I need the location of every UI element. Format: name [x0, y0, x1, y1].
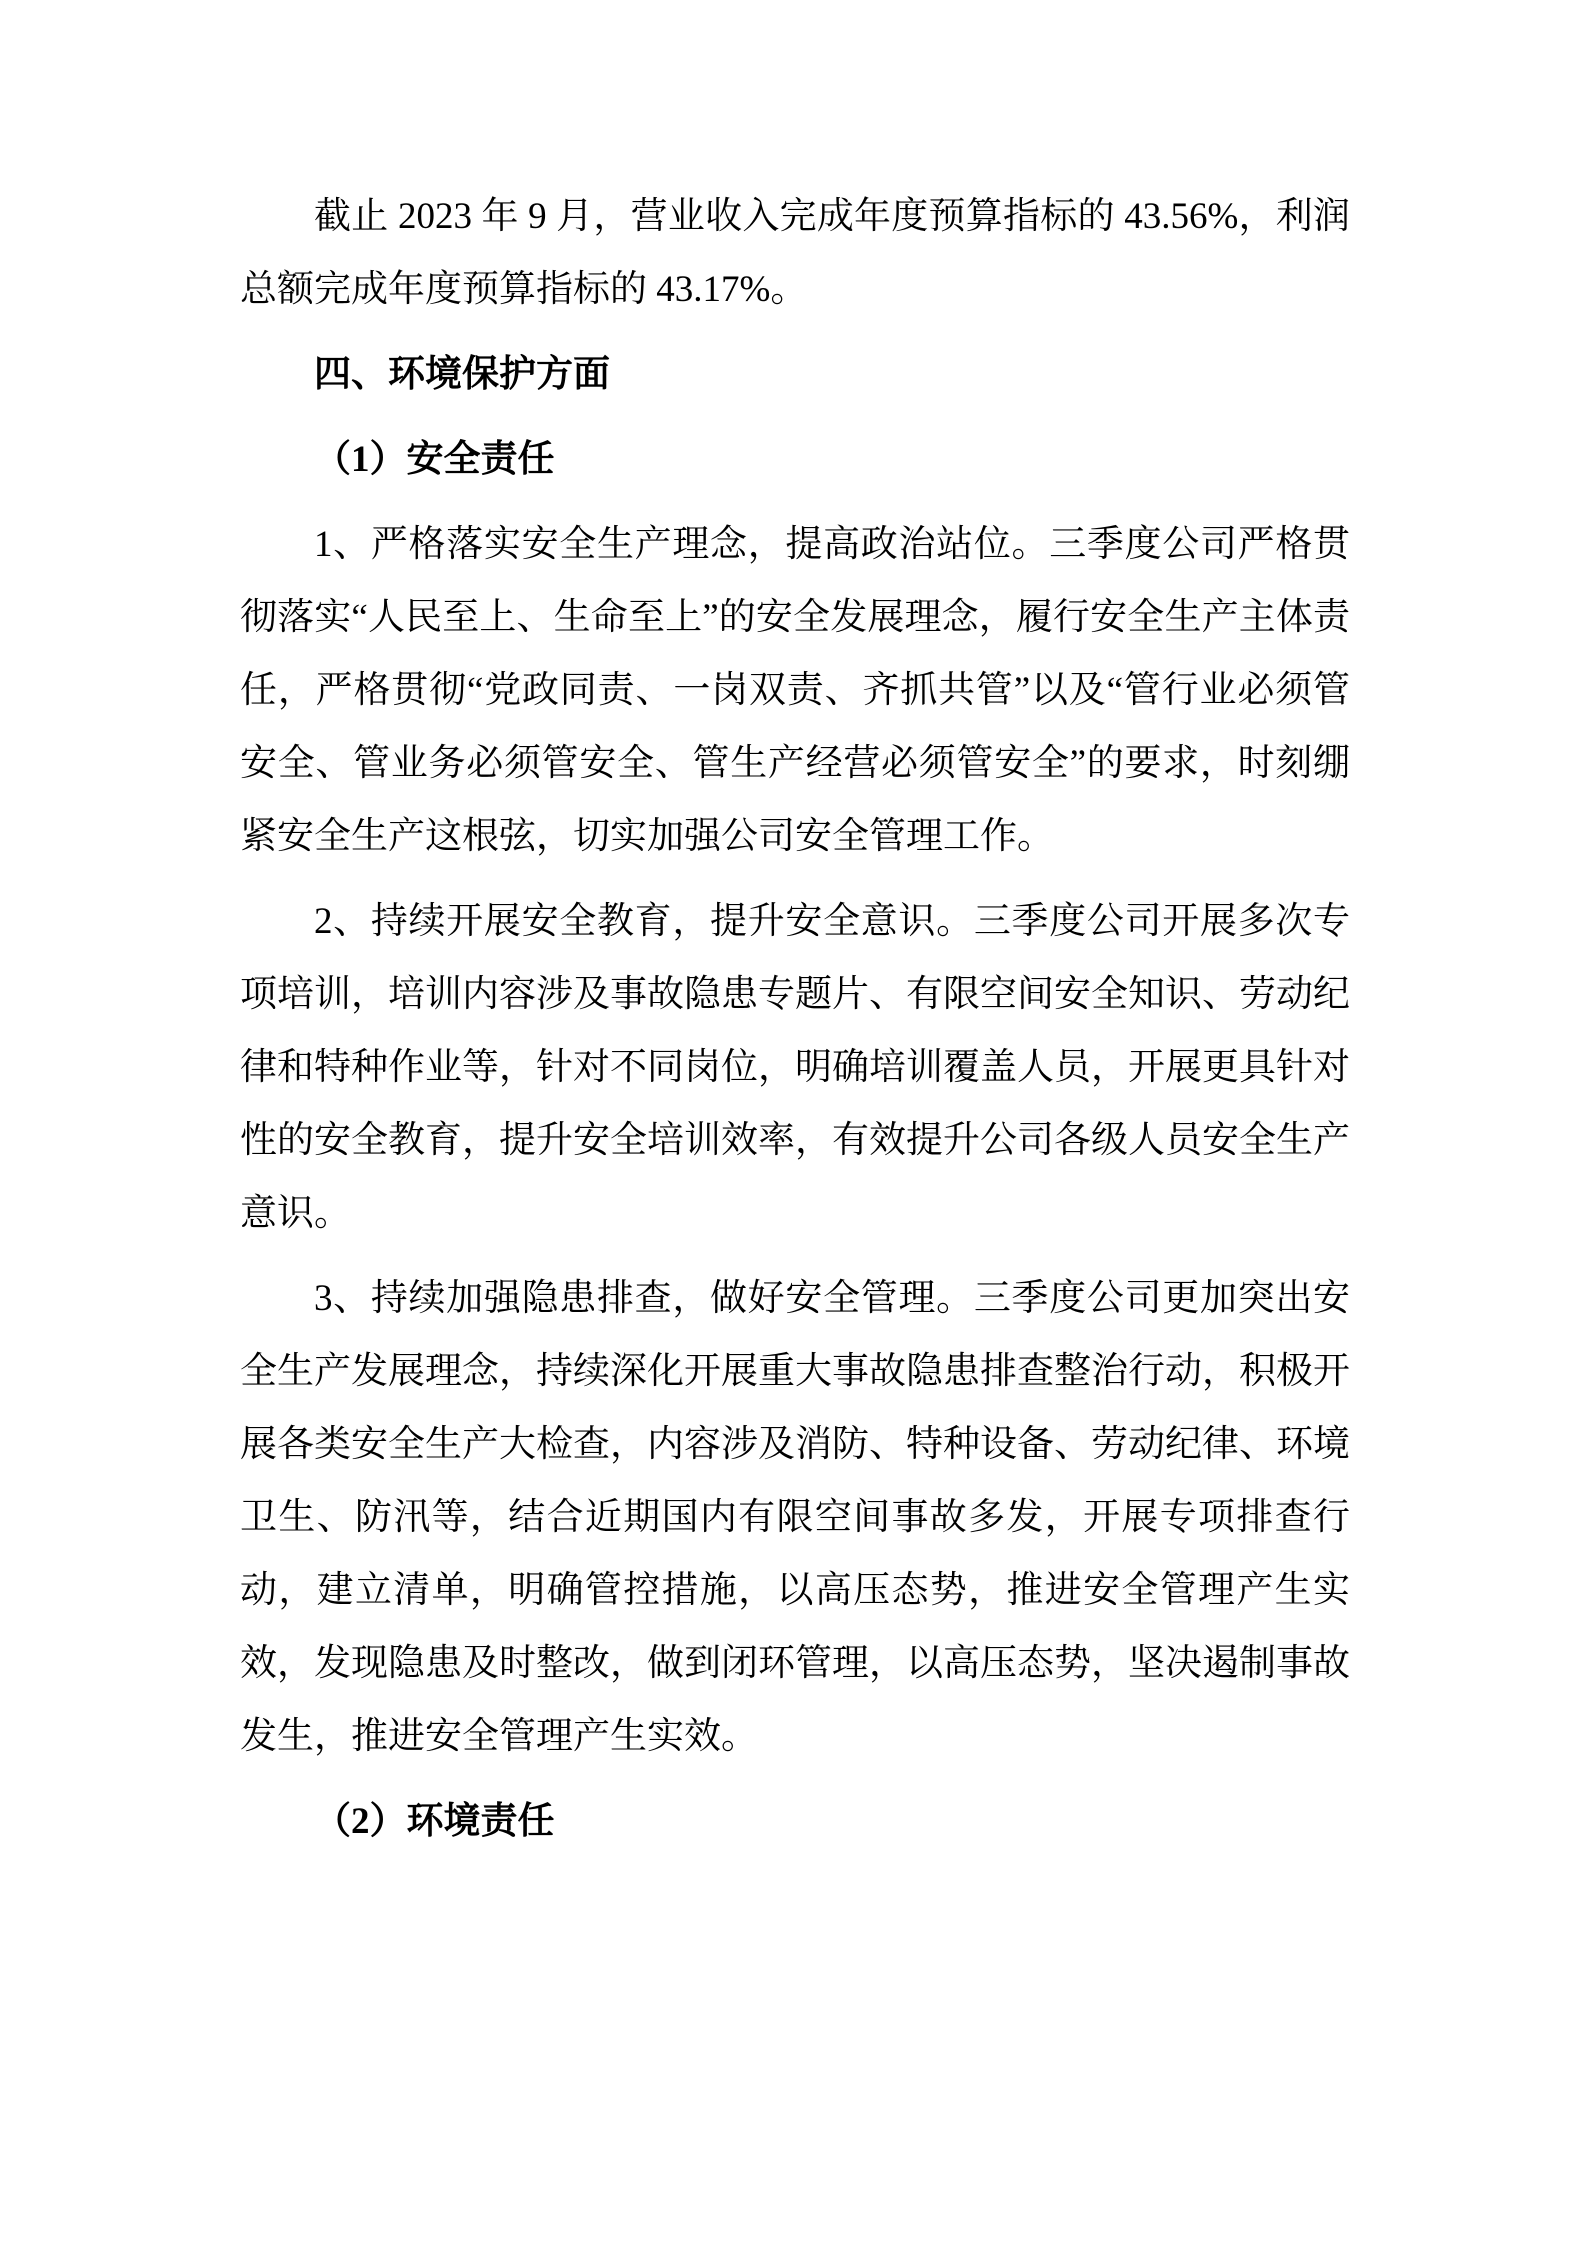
- paragraph-3-hazard-inspection: 3、持续加强隐患排查，做好安全管理。三季度公司更加突出安全生产发展理念，持续深化开展重大事故隐患排查整治行动，积极开展各类安全生产大检查，内容涉及消防、特种设备、劳动纪律、环境卫生、防汛等，结合近期国内有限空间事故多发，开展专项排查行动，建立清单，明确管控措施，以高压态势，推进安全管理产生实效，发现隐患及时整改，做到闭环管理，以高压态势，坚决遏制事故发生，推进安全管理产生实效。: [240, 1278, 1350, 1757]
- paragraph-2-safety-education: 2、持续开展安全教育，提升安全意识。三季度公司开展多次专项培训，培训内容涉及事故隐患专题片、有限空间安全知识、劳动纪律和特种作业等，针对不同岗位，明确培训覆盖人员，开展更具针对性的安全教育，提升安全培训效率，有效提升公司各级人员安全生产意识。: [240, 901, 1350, 1234]
- paragraph-1-safety-production-concept: 1、严格落实安全生产理念，提高政治站位。三季度公司严格贯彻落实“人民至上、生命至上”的安全发展理念，履行安全生产主体责任，严格贯彻“党政同责、一岗双责、齐抓共管”以及“管行业必须管安全、管业务必须管安全、管生产经营必须管安全”的要求，时刻绷紧安全生产这根弦，切实加强公司安全管理工作。: [240, 524, 1350, 857]
- heading-environment-responsibility: （2）环境责任: [314, 1801, 555, 1842]
- heading-safety-responsibility: （1）安全责任: [314, 439, 555, 480]
- heading-section-four-environment-protection: 四、环境保护方面: [314, 354, 610, 395]
- paragraph-budget-completion: 截止 2023 年 9 月，营业收入完成年度预算指标的 43.56%，利润总额完成年度预算指标的 43.17%。: [240, 196, 1350, 310]
